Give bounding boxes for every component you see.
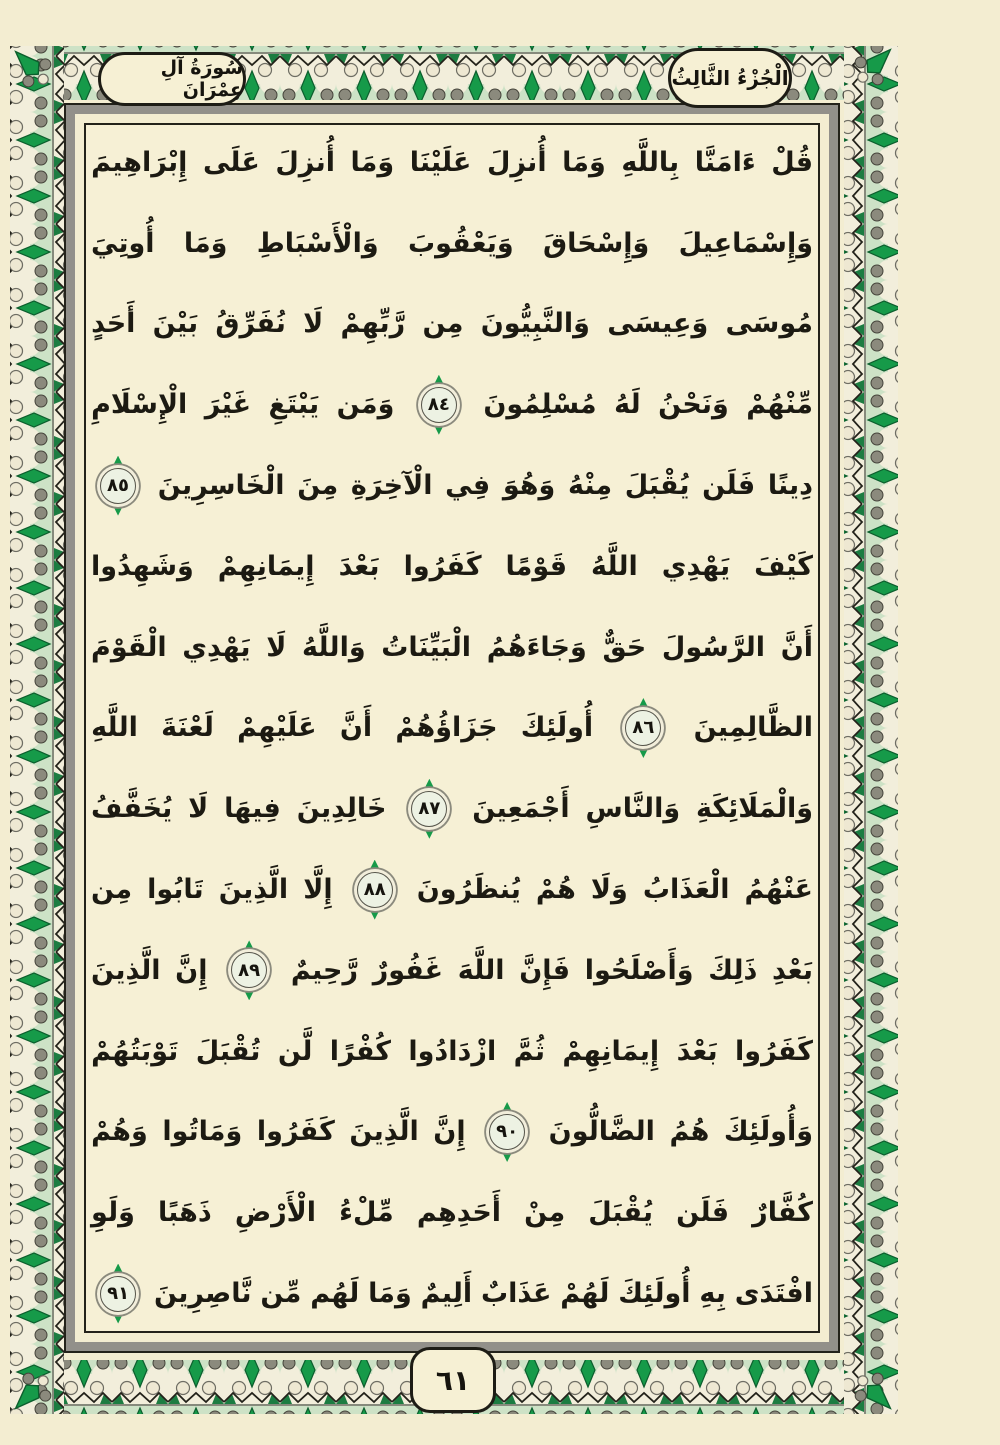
quran-word: أَحَدِهِم [416,1197,502,1229]
quran-word: الضَّالُّونَ [548,1116,655,1148]
quran-word: يُخَفَّفُ [91,793,173,825]
verse-number: ٩١ [107,1283,130,1305]
quran-word: أُنزِلَ [486,146,547,178]
quran-line [85,930,819,1011]
quran-line [85,1172,819,1253]
quran-word: يَهْدِي [661,550,731,582]
quran-word: الْبَيِّنَاتُ [381,631,472,663]
quran-word: رَّبِّهِمْ [340,308,406,340]
quran-word: اللَّهَ [457,954,505,986]
quran-word: خَالِدِينَ [296,793,387,825]
quran-word: الْإِسْلَامِ [91,389,188,421]
verse-end-marker [352,867,398,913]
quran-word: وَمَا [350,146,395,178]
quran-word: لَا [188,793,209,825]
quran-line [85,122,819,203]
quran-word: افْتَدَى [734,1278,813,1310]
quran-word: عَلَى [202,146,260,178]
quran-word: كَيْفَ [754,550,813,582]
quran-word: هُمْ [535,874,576,906]
quran-line [85,849,819,930]
quran-word: عَلَيْهِمْ [237,712,317,744]
quran-word: وَأُولَئِكَ [723,1116,813,1148]
quran-word: مِنَ [297,470,339,502]
quran-word: كُفْرًا [329,1035,391,1067]
quran-word: الْعَذَابُ [642,874,730,906]
surah-title: سُورَةُ آلِ عِمْرَانَ [160,57,243,101]
quran-word: عَلَيْنَا [409,146,472,178]
quran-word: عَذَابٌ [481,1278,552,1310]
quran-word: الظَّالِمِينَ [693,712,813,744]
verse-end-marker [226,947,272,993]
quran-word: فَلَن [702,470,756,502]
quran-word: لَهُ [614,389,641,421]
quran-word: ذَهَبًا [157,1197,212,1229]
quran-word: إِيمَانِهِمْ [217,550,315,582]
page-number-cartouche [410,1347,496,1413]
quran-line [85,688,819,769]
quran-word: أَجْمَعِينَ [472,793,570,825]
quran-word: ثُمَّ [513,1035,545,1067]
quran-word: هُمُ [669,1116,710,1148]
quran-word: وَلَوِ [91,1197,135,1229]
quran-word: فِي [445,470,491,502]
juz-title: الْجُزْءُ الثَّالِثُ [671,66,789,90]
quran-word: الْقَوْمَ [91,631,167,663]
quran-word: لَا [266,631,287,663]
quran-word: أَلِيمٌ [420,1278,473,1310]
quran-word: الْخَاسِرِينَ [157,470,285,502]
quran-word: تَوْبَتُهُمْ [91,1035,179,1067]
verse-number: ٩٠ [496,1121,519,1143]
quran-word: كَفَرُوا [735,1035,813,1067]
quran-word: وَالنَّاسِ [585,793,681,825]
quran-word: يَبْتَغِ [268,389,320,421]
quran-word: اللَّهِ [91,712,138,744]
quran-line [85,526,819,607]
quran-word: جَزَاؤُهُمْ [395,712,498,744]
quran-word: يُقْبَلَ [624,470,690,502]
quran-word: ذَلِكَ [708,954,758,986]
quran-word: فِيهَا [224,793,281,825]
quran-word: ءَامَنَّا [694,146,756,178]
quran-word: غَفُورٌ [372,954,444,986]
quran-word: تَابُوا [147,874,204,906]
quran-word: وَإِسْمَاعِيلَ [678,227,813,259]
quran-word: وَلَا [590,874,628,906]
quran-word: قُلْ [771,146,813,178]
quran-word: لَهُم [310,1278,360,1310]
quran-word: حَقٌّ [602,631,647,663]
quran-word: لَعْنَةَ [161,712,214,744]
verse-end-marker [484,1109,530,1155]
quran-word: دِينًا [767,470,813,502]
quran-word: بَيْنَ [152,308,199,340]
quran-word: الَّذِينَ [349,1116,419,1148]
verse-end-marker [95,463,141,509]
quran-word: إِيمَانِهِمْ [562,1035,660,1067]
quran-word: غَيْرَ [204,389,252,421]
quran-word: بِاللَّهِ [621,146,680,178]
verse-number: ٨٥ [107,475,130,497]
quran-word: نَّاصِرِينَ [153,1278,252,1310]
quran-word: إِلَّا [303,874,333,906]
quran-word: وَاللَّهُ [302,631,366,663]
page-number: ٦١ [435,1363,471,1397]
border-band-left [10,46,64,1414]
quran-word: وَالْمَلَائِكَةِ [696,793,813,825]
quran-word: وَهُوَ [502,470,556,502]
quran-word: يَهْدِي [182,631,251,663]
quran-line [85,364,819,445]
quran-word: وَنَحْنُ [658,389,729,421]
verse-end-marker [406,786,452,832]
quran-word: مِن [91,874,133,906]
quran-word: بَعْدَ [676,1035,718,1067]
quran-word: يُقْبَلَ [588,1197,653,1229]
quran-line [85,284,819,365]
quran-word: ازْدَادُوا [408,1035,497,1067]
quran-word: فَلَن [676,1197,730,1229]
quran-word: كَفَرُوا [403,550,482,582]
quran-word: مُوسَى [725,308,813,340]
quran-word: أُوتِيَ [91,227,155,259]
surah-title-cartouche [98,52,246,106]
quran-word: مِنْهُ [567,470,613,502]
quran-word: مِّن [260,1278,302,1310]
quran-word: لَّن [277,1035,313,1067]
quran-word: أُنزِلَ [275,146,335,178]
quran-word: مِّلْءُ [339,1197,394,1229]
quran-line [85,1253,819,1334]
quran-word: وَمَا [183,227,228,259]
quran-word: وَجَاءَهُمُ [486,631,587,663]
quran-word: عَنْهُمُ [744,874,813,906]
quran-word: مُسْلِمُونَ [483,389,597,421]
verse-end-marker [416,382,462,428]
quran-line [85,768,819,849]
quran-word: الرَّسُولَ [661,631,766,663]
quran-line [85,607,819,688]
quran-word: وَمَا [562,146,606,178]
quran-word: الْآخِرَةِ [350,470,433,502]
border-band-right [844,46,898,1414]
quran-word: أَنَّ [339,712,373,744]
quran-word: بَعْدَ [338,550,380,582]
quran-word: وَالْأَسْبَاطِ [256,227,379,259]
quran-word: وَمَن [336,389,395,421]
quran-text-block [79,118,825,1338]
quran-word: مِنْ [524,1197,566,1229]
quran-line [85,1092,819,1173]
verse-number: ٨٩ [238,959,261,981]
quran-word: رَّحِيمٌ [290,954,359,986]
quran-word: نُفَرِّقُ [215,308,286,340]
quran-word: وَمَا [368,1278,412,1310]
quran-word: الَّذِينَ [91,954,161,986]
quran-word: أَحَدٍ [91,308,136,340]
quran-word: الْأَرْضِ [234,1197,317,1229]
quran-word: بِهِ [699,1278,726,1310]
quran-word: وَعِيسَى [607,308,709,340]
verse-number: ٨٤ [427,394,450,416]
quran-word: وَالنَّبِيُّونَ [480,308,590,340]
quran-word: مِّنْهُمْ [746,389,813,421]
quran-word: وَيَعْقُوبَ [407,227,514,259]
quran-word: إِنَّ [175,954,208,986]
quran-word: بَعْدِ [772,954,813,986]
quran-word: أُولَئِكَ [520,712,594,744]
quran-word: قَوْمًا [505,550,567,582]
quran-word: أُولَئِكَ [618,1278,691,1310]
quran-word: وَمَاتُوا [162,1116,243,1148]
verse-end-marker [95,1271,141,1317]
juz-title-cartouche [668,48,792,108]
quran-word: كَفَرُوا [256,1116,335,1148]
quran-word: لَهُمْ [560,1278,610,1310]
quran-word: لَا [303,308,324,340]
quran-word: وَإِسْحَاقَ [542,227,650,259]
quran-word: تُقْبَلَ [195,1035,261,1067]
quran-line [85,203,819,284]
quran-word: مِن [422,308,464,340]
quran-word: فَإِنَّ [519,954,571,986]
quran-line [85,445,819,526]
quran-word: الَّذِينَ [218,874,289,906]
quran-word: يُنظَرُونَ [416,874,521,906]
quran-word: اللَّهُ [591,550,638,582]
quran-word: وَأَصْلَحُوا [584,954,694,986]
verse-number: ٨٨ [363,879,386,901]
quran-word: وَهُمْ [91,1116,148,1148]
verse-number: ٨٦ [632,717,655,739]
verse-end-marker [620,705,666,751]
quran-line [85,1011,819,1092]
verse-number: ٨٧ [418,798,441,820]
quran-word: إِبْرَاهِيمَ [91,146,188,178]
quran-word: وَشَهِدُوا [91,550,194,582]
quran-word: إِنَّ [433,1116,466,1148]
quran-word: كُفَّارٌ [752,1197,813,1229]
quran-word: أَنَّ [780,631,813,663]
